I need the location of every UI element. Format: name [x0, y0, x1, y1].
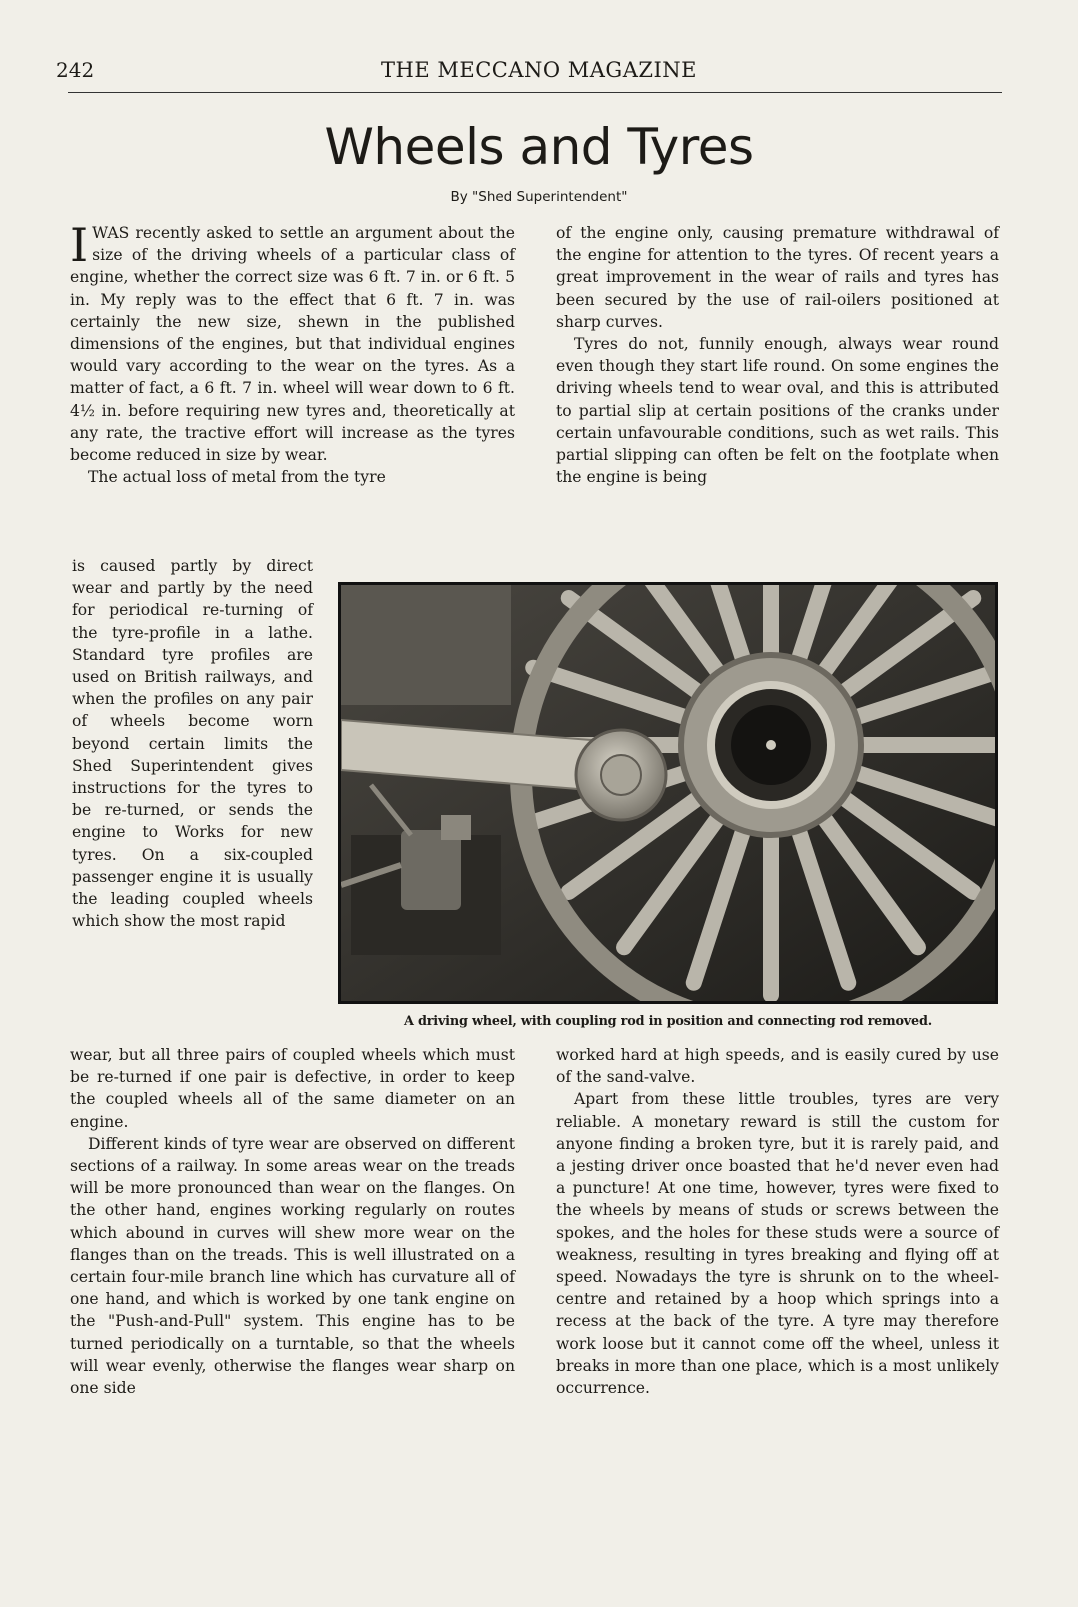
paragraph: of the engine only, causing premature withdrawal of the engine for attention to the tyres. Of recent years a great improvement in the wear of rails and tyres has been secured by the use of rail-oilers positioned at sharp curves.	[556, 224, 999, 331]
paragraph: worked hard at high speeds, and is easily cured by use of the sand-valve.	[556, 1046, 999, 1087]
paragraph: Different kinds of tyre wear are observed on different sections of a railway. In some areas wear on the treads will be more pronounced than wear on the flanges. On the other hand, engines working regularly on routes which abound in curves will shew more wear on the flanges than on the treads. This is well illustrated on a certain four-mile branch line which has curvature all of one hand, and which is worked by one tank engine on the "Push-and-Pull" system. This engine has to be turned periodically on a turntable, so that the wheels will wear evenly, otherwise the flanges wear sharp on one side	[70, 1134, 515, 1398]
driving-wheel-photo	[338, 582, 998, 1004]
brake-cylinder	[401, 830, 461, 910]
paragraph-text: WAS recently asked to settle an argument about the size of the driving wheels of a particular class of engine, whether the correct size was 6 ft. 7 in. or 6 ft. 5 in. My reply was to the effect that 6 ft. 7 in. was certainly the new size, shewn in the published dimensions of the engines, but that individual engines would vary according to the wear on the tyres. As a matter of fact, a 6 ft. 7 in. wheel will wear down to 6 ft. 4½ in. before requiring new tyres and, theoretically at any rate, the tractive effort will increase as the tyres become reduced in size by wear.	[70, 224, 515, 465]
header-rule	[68, 92, 1002, 93]
magazine-title: THE MECCANO MAGAZINE	[381, 58, 697, 82]
page-number: 242	[56, 58, 95, 82]
drop-cap: I	[70, 218, 89, 272]
paragraph: wear, but all three pairs of coupled wheels which must be re-turned if one pair is defective, in order to keep the coupled wheels all of the same diameter on an engine.	[70, 1046, 515, 1131]
wheel-illustration	[341, 585, 995, 1001]
column-left-top	[70, 218, 515, 488]
paragraph: is caused partly by direct wear and partly by the need for periodical re-turning of the tyre-profile in a lathe. Standard tyre profiles are used on British railways, and when the profiles on any pair of wheels become worn beyond certain limits the Shed Superintendent gives instructions for the tyres to be re-turned, or sends the engine to Works for new tyres. On a six-coupled passenger engine it is usually the leading coupled wheels which show the most rapid	[72, 557, 313, 931]
paragraph: The actual loss of metal from the tyre	[88, 468, 386, 487]
column-right-bottom	[556, 1044, 999, 1399]
column-left-narrow	[72, 555, 313, 932]
photo-caption: A driving wheel, with coupling rod in position and connecting rod removed.	[404, 1014, 932, 1029]
column-right-top	[556, 222, 999, 488]
article-title: Wheels and Tyres	[324, 118, 754, 176]
frame-plate	[341, 585, 511, 705]
paragraph: Apart from these little troubles, tyres are very reliable. A monetary reward is still the custom for anyone finding a broken tyre, but it is rarely paid, and a jesting driver once boasted that he'd never even had a puncture! At one time, however, tyres were fixed to the wheels by means of studs or screws between the spokes, and the holes for these studs were a source of weakness, resulting in tyres breaking and flying off at speed. Nowadays the tyre is shrunk on to the wheel-centre and retained by a hoop which springs into a recess at the back of the tyre. A tyre may therefore work loose but it cannot come off the wheel, unless it breaks in more than one place, which is a most unlikely occurrence.	[556, 1090, 999, 1398]
article-byline: By "Shed Superintendent"	[450, 189, 628, 205]
paragraph	[70, 218, 515, 466]
column-left-bottom	[70, 1044, 515, 1399]
paragraph: Tyres do not, funnily enough, always wear round even though they start life round. On some engines the driving wheels tend to wear oval, and this is attributed to partial slip at certain positions of the cranks under certain unfavourable conditions, such as wet rails. This partial slipping can often be felt on the footplate when the engine is being	[556, 335, 999, 487]
